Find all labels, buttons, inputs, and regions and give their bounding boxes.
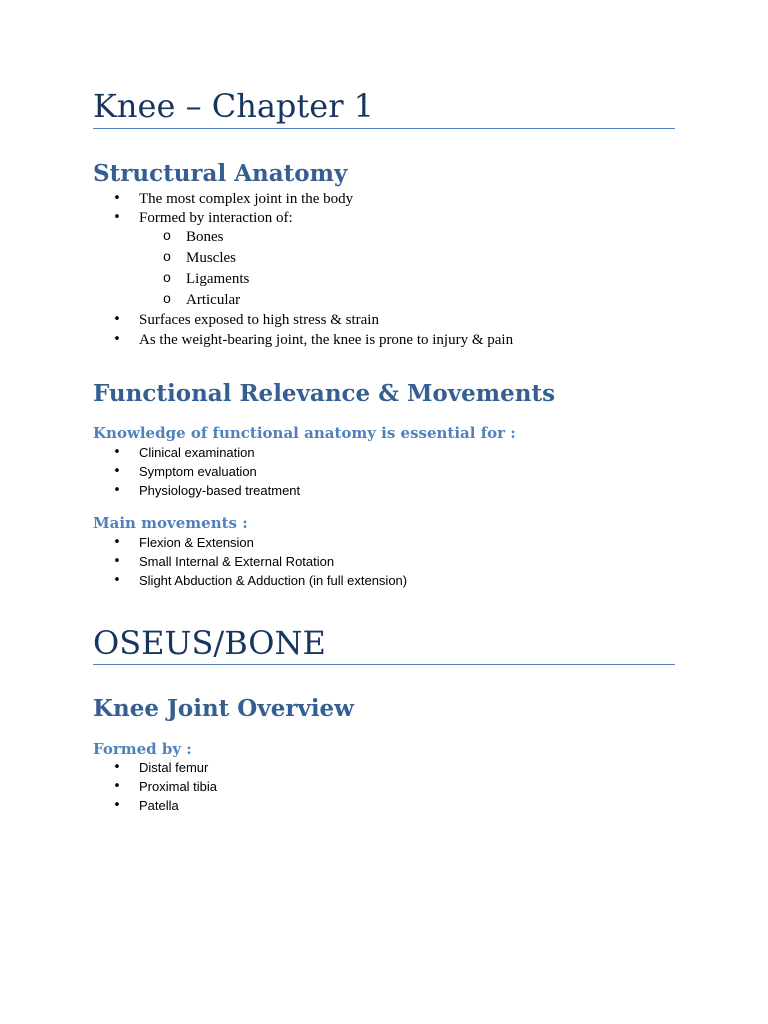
- bullet-icon: •: [113, 483, 121, 498]
- list-item-text: As the weight-bearing joint, the knee is prone to injury & pain: [139, 332, 514, 348]
- list-item-text: Patella: [139, 798, 179, 813]
- list-item-text: Surfaces exposed to high stress & strain: [139, 312, 379, 328]
- list-item: [0, 443, 768, 463]
- list-item-text: Distal femur: [139, 760, 209, 775]
- list-item: [0, 571, 768, 591]
- sub-list-item-text: Muscles: [186, 250, 236, 266]
- bullet-icon: •: [113, 798, 121, 813]
- bullet-icon: •: [113, 312, 121, 327]
- section-heading-functional-relevance: Functional Relevance & Movements: [93, 380, 556, 407]
- list-item: [0, 310, 768, 330]
- sub-list-item: [0, 269, 768, 289]
- list-item: [0, 462, 768, 482]
- bullet-icon: •: [113, 535, 121, 550]
- list-item: [0, 189, 768, 209]
- list-item-text: Proximal tibia: [139, 779, 218, 794]
- title-underline: [93, 128, 675, 129]
- sub-list-item-text: Articular: [186, 292, 241, 308]
- list-item: [0, 481, 768, 501]
- list-item-text: Small Internal & External Rotation: [139, 554, 335, 569]
- section-title-underline: [93, 664, 675, 665]
- bullet-icon: •: [113, 464, 121, 479]
- sub-list-item: [0, 227, 768, 247]
- circle-bullet-icon: o: [162, 250, 172, 266]
- bullet-icon: •: [113, 191, 121, 206]
- list-item: [0, 208, 768, 228]
- bullet-icon: •: [113, 779, 121, 794]
- list-item-text: Physiology-based treatment: [139, 483, 301, 498]
- list-item-text: Symptom evaluation: [139, 464, 257, 479]
- list-item-text: Clinical examination: [139, 445, 255, 460]
- list-item: [0, 758, 768, 778]
- sub-list-item: [0, 290, 768, 310]
- subheading-knowledge: Knowledge of functional anatomy is essential for :: [93, 424, 516, 442]
- sub-list-item-text: Bones: [186, 229, 224, 245]
- subheading-formed-by: Formed by :: [93, 740, 192, 758]
- circle-bullet-icon: o: [162, 292, 172, 308]
- circle-bullet-icon: o: [162, 271, 172, 287]
- bullet-icon: •: [113, 554, 121, 569]
- section-title-oseus-bone: OSEUS/BONE: [93, 624, 326, 662]
- bullet-icon: •: [113, 445, 121, 460]
- sub-list-item-text: Ligaments: [186, 271, 250, 287]
- list-item-text: Formed by interaction of:: [139, 210, 293, 226]
- list-item-text: Slight Abduction & Adduction (in full extension): [139, 573, 408, 588]
- bullet-icon: •: [113, 760, 121, 775]
- section-heading-knee-joint-overview: Knee Joint Overview: [93, 695, 354, 722]
- list-item: [0, 796, 768, 816]
- list-item-text: Flexion & Extension: [139, 535, 254, 550]
- bullet-icon: •: [113, 573, 121, 588]
- circle-bullet-icon: o: [162, 229, 172, 245]
- section-heading-structural-anatomy: Structural Anatomy: [93, 160, 348, 187]
- document-title: Knee – Chapter 1: [93, 87, 375, 125]
- list-item: [0, 330, 768, 350]
- list-item-text: The most complex joint in the body: [139, 191, 354, 207]
- sub-list-item: [0, 248, 768, 268]
- subheading-main-movements: Main movements :: [93, 514, 248, 532]
- bullet-icon: •: [113, 210, 121, 225]
- list-item: [0, 552, 768, 572]
- bullet-icon: •: [113, 332, 121, 347]
- list-item: [0, 533, 768, 553]
- list-item: [0, 777, 768, 797]
